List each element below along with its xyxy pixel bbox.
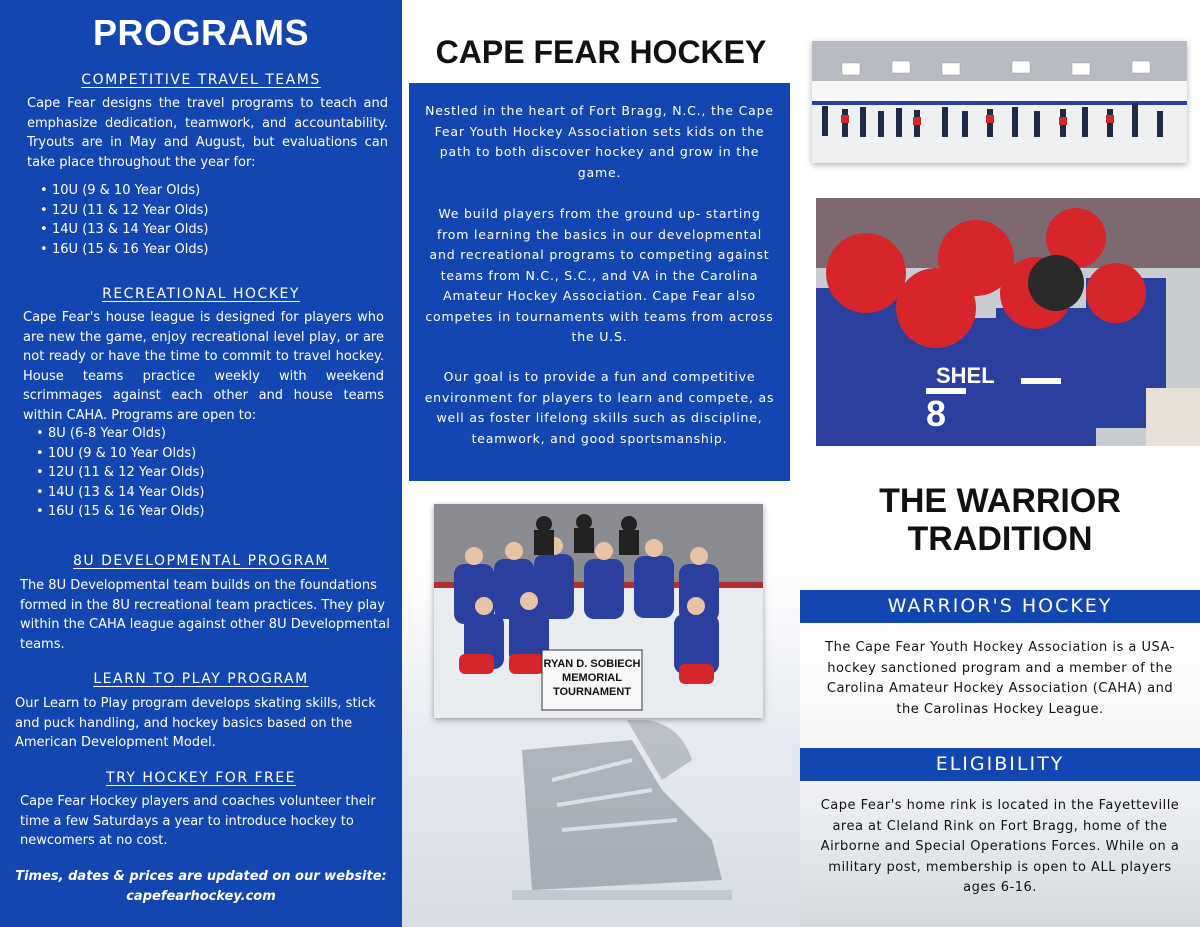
website-link[interactable]: capefearhockey.com [126,889,276,904]
eligibility-text: Cape Fear's home rink is located in the Fayetteville area at Cleland Rink on Fort Bragg, home of the Airborne and Special Operations Forces. While on a military post, membership is open to ALL players ages 6-16. [820,798,1180,895]
travel-teams-text: Cape Fear designs the travel programs to teach and emphasize dedication, teamwork, and accountability. Tryouts are in May and August, but evaluations can take place throughout the year for: [27,96,388,170]
list-item: • 8U (6-8 Year Olds) [34,424,204,444]
team-photo [434,504,763,718]
eligibility-heading: ELIGIBILITY [800,748,1200,781]
dev-program-text: The 8U Developmental team builds on the foundations formed in the 8U recreational team practices. They play within the CAHA league against other 8U Developmental teams. [20,578,390,652]
website-note-text: Times, dates & prices are updated on our website: [15,869,387,884]
jersey-number: 8 [926,393,947,434]
about-paragraph-1: Nestled in the heart of Fort Bragg, N.C., the Cape Fear Youth Hockey Association sets kids on the path to both discover hockey and grow in the game. [425,103,774,180]
about-panel [402,0,800,927]
about-paragraph-2: We build players from the ground up- starting from learning the basics in our developmental and recreational programs to competing against teams from N.C., S.C., and VA in the Carolina Amateur Hockey Association. Cape Fear also competes in tournaments with teams from across the U.S. [425,206,774,344]
list-item: • 16U (15 & 16 Year Olds) [34,502,204,522]
warriors-hockey-heading: WARRIOR'S HOCKEY [800,590,1200,623]
jersey-name: SHEL [936,363,995,388]
learn-to-play-text: Our Learn to Play program develops skating skills, stick and puck handling, and hockey basics based on the American Development Model. [15,696,376,750]
travel-teams-list [38,181,208,259]
try-hockey-text: Cape Fear Hockey players and coaches volunteer their time a few Saturdays a year to introduce hockey to newcomers at no cost. [20,794,376,848]
tradition-title-line-2: TRADITION [907,520,1093,558]
banner-text-3: TOURNAMENT [552,686,632,698]
huddle-photo [816,198,1200,446]
rec-hockey-text: Cape Fear's house league is designed for players who are new the game, enjoy recreational level play, or are not ready or have the time to commit to travel hockey. House teams practice weekly with weekend scrimmages against each other and house teams within CAHA. Programs are open to: [23,310,384,423]
travel-teams-heading: COMPETITIVE TRAVEL TEAMS [81,72,321,88]
about-paragraph-3: Our goal is to provide a fun and competitive environment for players to learn and compete, as well as foster lifelong skills such as discipline, teamwork, and good sportsmanship. [424,369,775,446]
programs-panel [0,0,402,927]
list-item: • 12U (11 & 12 Year Olds) [34,463,204,483]
list-item: • 16U (15 & 16 Year Olds) [38,240,208,260]
list-item: • 14U (13 & 14 Year Olds) [34,483,204,503]
rink-photo [812,41,1187,163]
banner-text-2: MEMORIAL [562,672,622,684]
rec-hockey-heading: RECREATIONAL HOCKEY [102,286,300,302]
about-box [409,83,790,481]
tradition-panel [800,0,1200,927]
list-item: • 10U (9 & 10 Year Olds) [34,444,204,464]
list-item: • 10U (9 & 10 Year Olds) [38,181,208,201]
try-hockey-heading: TRY HOCKEY FOR FREE [106,770,296,786]
banner-text-1: RYAN D. SOBIECH [543,658,641,670]
tradition-title-line-1: THE WARRIOR [879,482,1121,520]
website-note [0,867,402,907]
skate-graphic [462,720,752,920]
about-title: CAPE FEAR HOCKEY [435,34,767,70]
learn-to-play-heading: LEARN TO PLAY PROGRAM [93,671,309,687]
list-item: • 14U (13 & 14 Year Olds) [38,220,208,240]
rec-hockey-list [34,424,204,522]
programs-title: PROGRAMS [92,12,309,53]
dev-program-heading: 8U DEVELOPMENTAL PROGRAM [73,553,329,569]
warriors-hockey-text: The Cape Fear Youth Hockey Association is a USA-hockey sanctioned program and a member of the Carolina Amateur Hockey Association (CAHA) and the Carolinas Hockey League. [825,640,1175,717]
list-item: • 12U (11 & 12 Year Olds) [38,201,208,221]
tradition-title [800,482,1200,558]
